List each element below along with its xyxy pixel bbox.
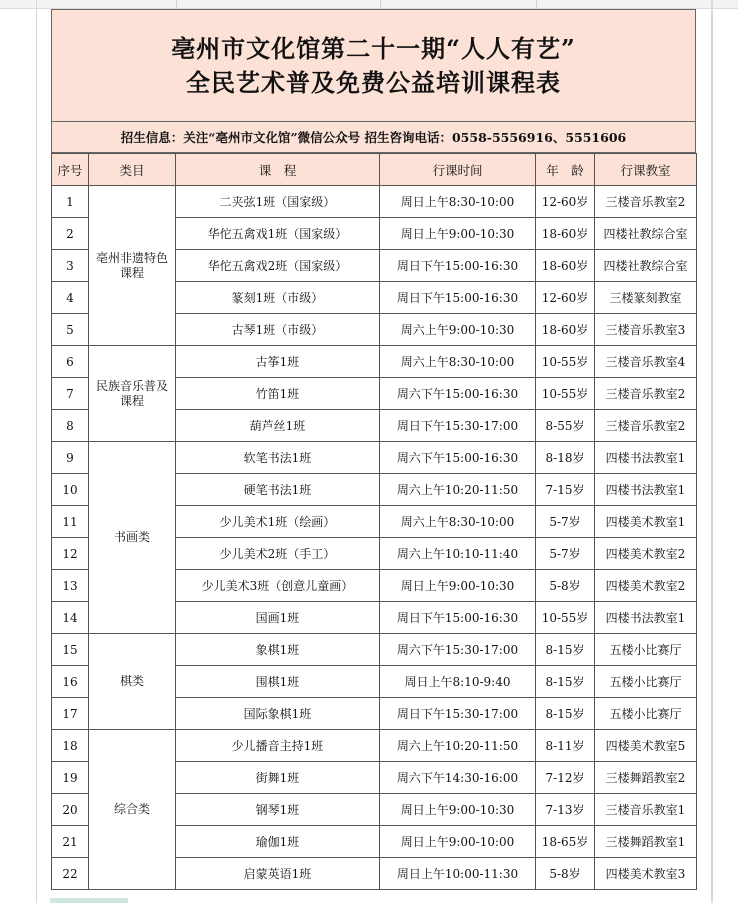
cell-no: 17 [52,698,89,730]
cell-course: 篆刻1班（市级） [176,282,380,314]
cell-time: 周六下午15:00-16:30 [380,442,536,474]
cell-room: 四楼美术教室5 [595,730,697,762]
cell-room: 三楼音乐教室2 [595,378,697,410]
cell-no: 2 [52,218,89,250]
table-row [52,186,697,218]
page-title-line2: 全民艺术普及免费公益培训课程表 [186,67,561,97]
cell-age: 18-60岁 [536,250,595,282]
cell-course: 象棋1班 [176,634,380,666]
cell-no: 21 [52,826,89,858]
cell-time: 周日下午15:30-17:00 [380,410,536,442]
cell-time: 周日下午15:00-16:30 [380,282,536,314]
cell-no: 10 [52,474,89,506]
cell-course: 竹笛1班 [176,378,380,410]
cell-age: 5-8岁 [536,570,595,602]
cell-course: 街舞1班 [176,762,380,794]
cell-course: 围棋1班 [176,666,380,698]
cell-room: 四楼社教综合室 [595,218,697,250]
cell-age: 7-13岁 [536,794,595,826]
cell-no: 1 [52,186,89,218]
table-row [52,442,697,474]
cell-time: 周日上午10:00-11:30 [380,858,536,890]
cell-no: 14 [52,602,89,634]
cell-no: 6 [52,346,89,378]
cell-course: 二夹弦1班（国家级） [176,186,380,218]
cell-time: 周日下午15:30-17:00 [380,698,536,730]
header-category: 类目 [89,154,176,186]
cell-no: 11 [52,506,89,538]
top-strip-cell [0,0,37,8]
header-no: 序号 [52,154,89,186]
cell-time: 周日下午15:00-16:30 [380,602,536,634]
cell-age: 12-60岁 [536,282,595,314]
cell-course: 少儿美术3班（创意儿童画） [176,570,380,602]
cell-room: 四楼社教综合室 [595,250,697,282]
cell-age: 5-7岁 [536,506,595,538]
cell-no: 13 [52,570,89,602]
enrollment-info: 招生信息：关注“亳州市文化馆”微信公众号 招生咨询电话：0558-5556916、5551606 [51,121,696,153]
cell-category: 棋类 [89,634,176,730]
cell-category: 民族音乐普及课程 [89,346,176,442]
cell-time: 周六上午8:30-10:00 [380,346,536,378]
cell-course: 少儿播音主持1班 [176,730,380,762]
cell-course: 软笔书法1班 [176,442,380,474]
cell-course: 古琴1班（市级） [176,314,380,346]
cell-course: 启蒙英语1班 [176,858,380,890]
title-block [51,9,696,121]
cell-age: 18-60岁 [536,314,595,346]
header-age: 年 龄 [536,154,595,186]
cell-room: 三楼篆刻教室 [595,282,697,314]
cell-room: 三楼音乐教室2 [595,186,697,218]
cell-room: 三楼音乐教室2 [595,410,697,442]
cell-course: 葫芦丝1班 [176,410,380,442]
table-body [52,186,697,890]
top-strip-cell [536,0,713,8]
cell-room: 四楼美术教室2 [595,538,697,570]
table-header-row [52,154,697,186]
cell-room: 四楼书法教室1 [595,474,697,506]
cell-no: 4 [52,282,89,314]
cell-age: 7-12岁 [536,762,595,794]
cell-room: 四楼美术教室2 [595,570,697,602]
table-row [52,346,697,378]
cell-no: 9 [52,442,89,474]
cell-no: 16 [52,666,89,698]
cell-room: 三楼舞蹈教室2 [595,762,697,794]
cell-time: 周六下午14:30-16:00 [380,762,536,794]
cell-no: 22 [52,858,89,890]
cell-room: 四楼美术教室3 [595,858,697,890]
cell-age: 18-65岁 [536,826,595,858]
cell-age: 5-8岁 [536,858,595,890]
cell-course: 瑜伽1班 [176,826,380,858]
cell-no: 15 [52,634,89,666]
cell-time: 周六上午9:00-10:30 [380,314,536,346]
cell-room: 四楼书法教室1 [595,602,697,634]
course-schedule-sheet [51,9,696,890]
cell-age: 10-55岁 [536,346,595,378]
cell-no: 8 [52,410,89,442]
cell-age: 7-15岁 [536,474,595,506]
top-strip-cell [380,0,537,8]
cell-age: 8-55岁 [536,410,595,442]
cell-time: 周日上午8:30-10:00 [380,186,536,218]
cell-category: 书画类 [89,442,176,634]
cell-room: 三楼舞蹈教室1 [595,826,697,858]
cell-time: 周六下午15:30-17:00 [380,634,536,666]
cell-age: 10-55岁 [536,602,595,634]
cell-room: 五楼小比赛厅 [595,666,697,698]
table-row [52,730,697,762]
cell-room: 四楼美术教室1 [595,506,697,538]
cell-time: 周日上午9:00-10:30 [380,570,536,602]
cell-age: 18-60岁 [536,218,595,250]
cell-time: 周六上午8:30-10:00 [380,506,536,538]
cell-category: 亳州非遗特色课程 [89,186,176,346]
header-time: 行课时间 [380,154,536,186]
cell-room: 五楼小比赛厅 [595,634,697,666]
cell-course: 国际象棋1班 [176,698,380,730]
cell-course: 硬笔书法1班 [176,474,380,506]
cell-course: 华佗五禽戏1班（国家级） [176,218,380,250]
cell-course: 古筝1班 [176,346,380,378]
cell-no: 12 [52,538,89,570]
cell-time: 周六上午10:10-11:40 [380,538,536,570]
cell-time: 周日上午9:00-10:30 [380,794,536,826]
cell-course: 华佗五禽戏2班（国家级） [176,250,380,282]
cell-room: 三楼音乐教室4 [595,346,697,378]
cell-time: 周日下午15:00-16:30 [380,250,536,282]
cell-no: 3 [52,250,89,282]
course-table [51,153,697,890]
cell-age: 8-15岁 [536,634,595,666]
header-room: 行课教室 [595,154,697,186]
cell-no: 7 [52,378,89,410]
cell-no: 18 [52,730,89,762]
top-toolbar-strip [0,0,738,9]
cell-room: 四楼书法教室1 [595,442,697,474]
cell-age: 8-11岁 [536,730,595,762]
cell-time: 周六下午15:00-16:30 [380,378,536,410]
cell-no: 5 [52,314,89,346]
cell-age: 8-15岁 [536,666,595,698]
cell-course: 国画1班 [176,602,380,634]
cell-age: 12-60岁 [536,186,595,218]
page-title-line1: 亳州市文化馆第二十一期“人人有艺” [171,33,576,63]
cell-course: 钢琴1班 [176,794,380,826]
cell-course: 少儿美术2班（手工） [176,538,380,570]
cell-time: 周六上午10:20-11:50 [380,730,536,762]
cell-no: 20 [52,794,89,826]
cell-age: 10-55岁 [536,378,595,410]
cell-room: 三楼音乐教室1 [595,794,697,826]
cell-time: 周日上午8:10-9:40 [380,666,536,698]
sheet-tab[interactable] [50,898,128,903]
cell-time: 周日上午9:00-10:30 [380,218,536,250]
cell-course: 少儿美术1班（绘画） [176,506,380,538]
cell-age: 8-15岁 [536,698,595,730]
cell-time: 周六上午10:20-11:50 [380,474,536,506]
left-margin-line [36,0,37,903]
cell-room: 三楼音乐教室3 [595,314,697,346]
cell-room: 五楼小比赛厅 [595,698,697,730]
cell-time: 周日上午9:00-10:00 [380,826,536,858]
cell-age: 5-7岁 [536,538,595,570]
table-row [52,634,697,666]
right-scroll-edge[interactable] [711,0,713,903]
top-strip-cell [36,0,177,8]
cell-category: 综合类 [89,730,176,890]
cell-no: 19 [52,762,89,794]
header-course: 课 程 [176,154,380,186]
cell-age: 8-18岁 [536,442,595,474]
top-strip-cell [176,0,381,8]
